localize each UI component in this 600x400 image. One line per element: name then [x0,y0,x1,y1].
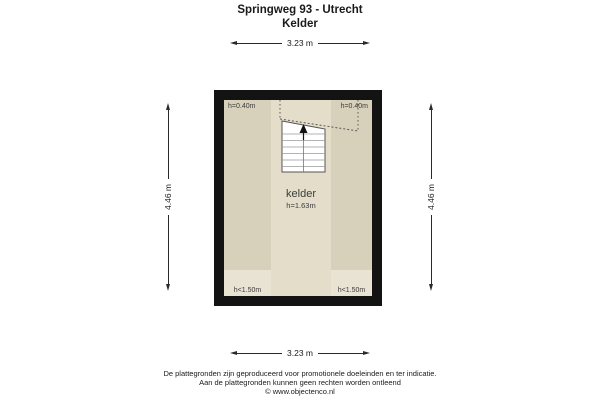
dimension-line [168,215,169,284]
dimension-top [230,37,370,49]
dimension-top-value: 3.23 m [287,38,313,48]
room-label-block [271,188,331,211]
arrow-right-icon [363,41,370,45]
dimension-left [162,103,174,291]
arrow-down-icon [429,284,433,291]
dimension-left-value: 4.46 m [163,184,173,210]
zone-height-label: h<1.50m [233,287,262,294]
dimension-line [237,43,282,44]
dimension-line [237,353,282,354]
floor-plan [214,90,382,306]
dimension-line [168,110,169,179]
arrow-right-icon [363,351,370,355]
dimension-line [431,110,432,179]
arrow-up-icon [429,103,433,110]
address-title: Springweg 93 - Utrecht [237,4,363,16]
room-name: kelder [286,188,316,200]
arrow-left-icon [230,351,237,355]
room-height-label: h=1.63m [286,201,316,210]
page-title [0,3,600,31]
dimension-line [431,215,432,284]
floor-title: Kelder [282,18,318,30]
dimension-right-value: 4.46 m [426,184,436,210]
disclaimer [0,369,600,397]
zone-height-label: h=0.40m [228,103,256,110]
copyright-line: © www.objectenco.nl [265,387,335,397]
dimension-right [425,103,437,291]
dimension-bottom-value: 3.23 m [287,348,313,358]
dimension-line [318,353,363,354]
zone-height-label: h=0.40m [340,103,368,110]
basement-room [224,100,372,296]
arrow-left-icon [230,41,237,45]
disclaimer-line: Aan de plattegronden kunnen geen rechten worden ontleend [199,378,401,388]
dimension-bottom [230,347,370,359]
zone-height-label: h<1.50m [337,287,366,294]
arrow-up-icon [166,103,170,110]
disclaimer-line: De plattegronden zijn geproduceerd voor promotionele doeleinden en ter indicatie. [163,369,437,378]
dimension-line [318,43,363,44]
arrow-down-icon [166,284,170,291]
